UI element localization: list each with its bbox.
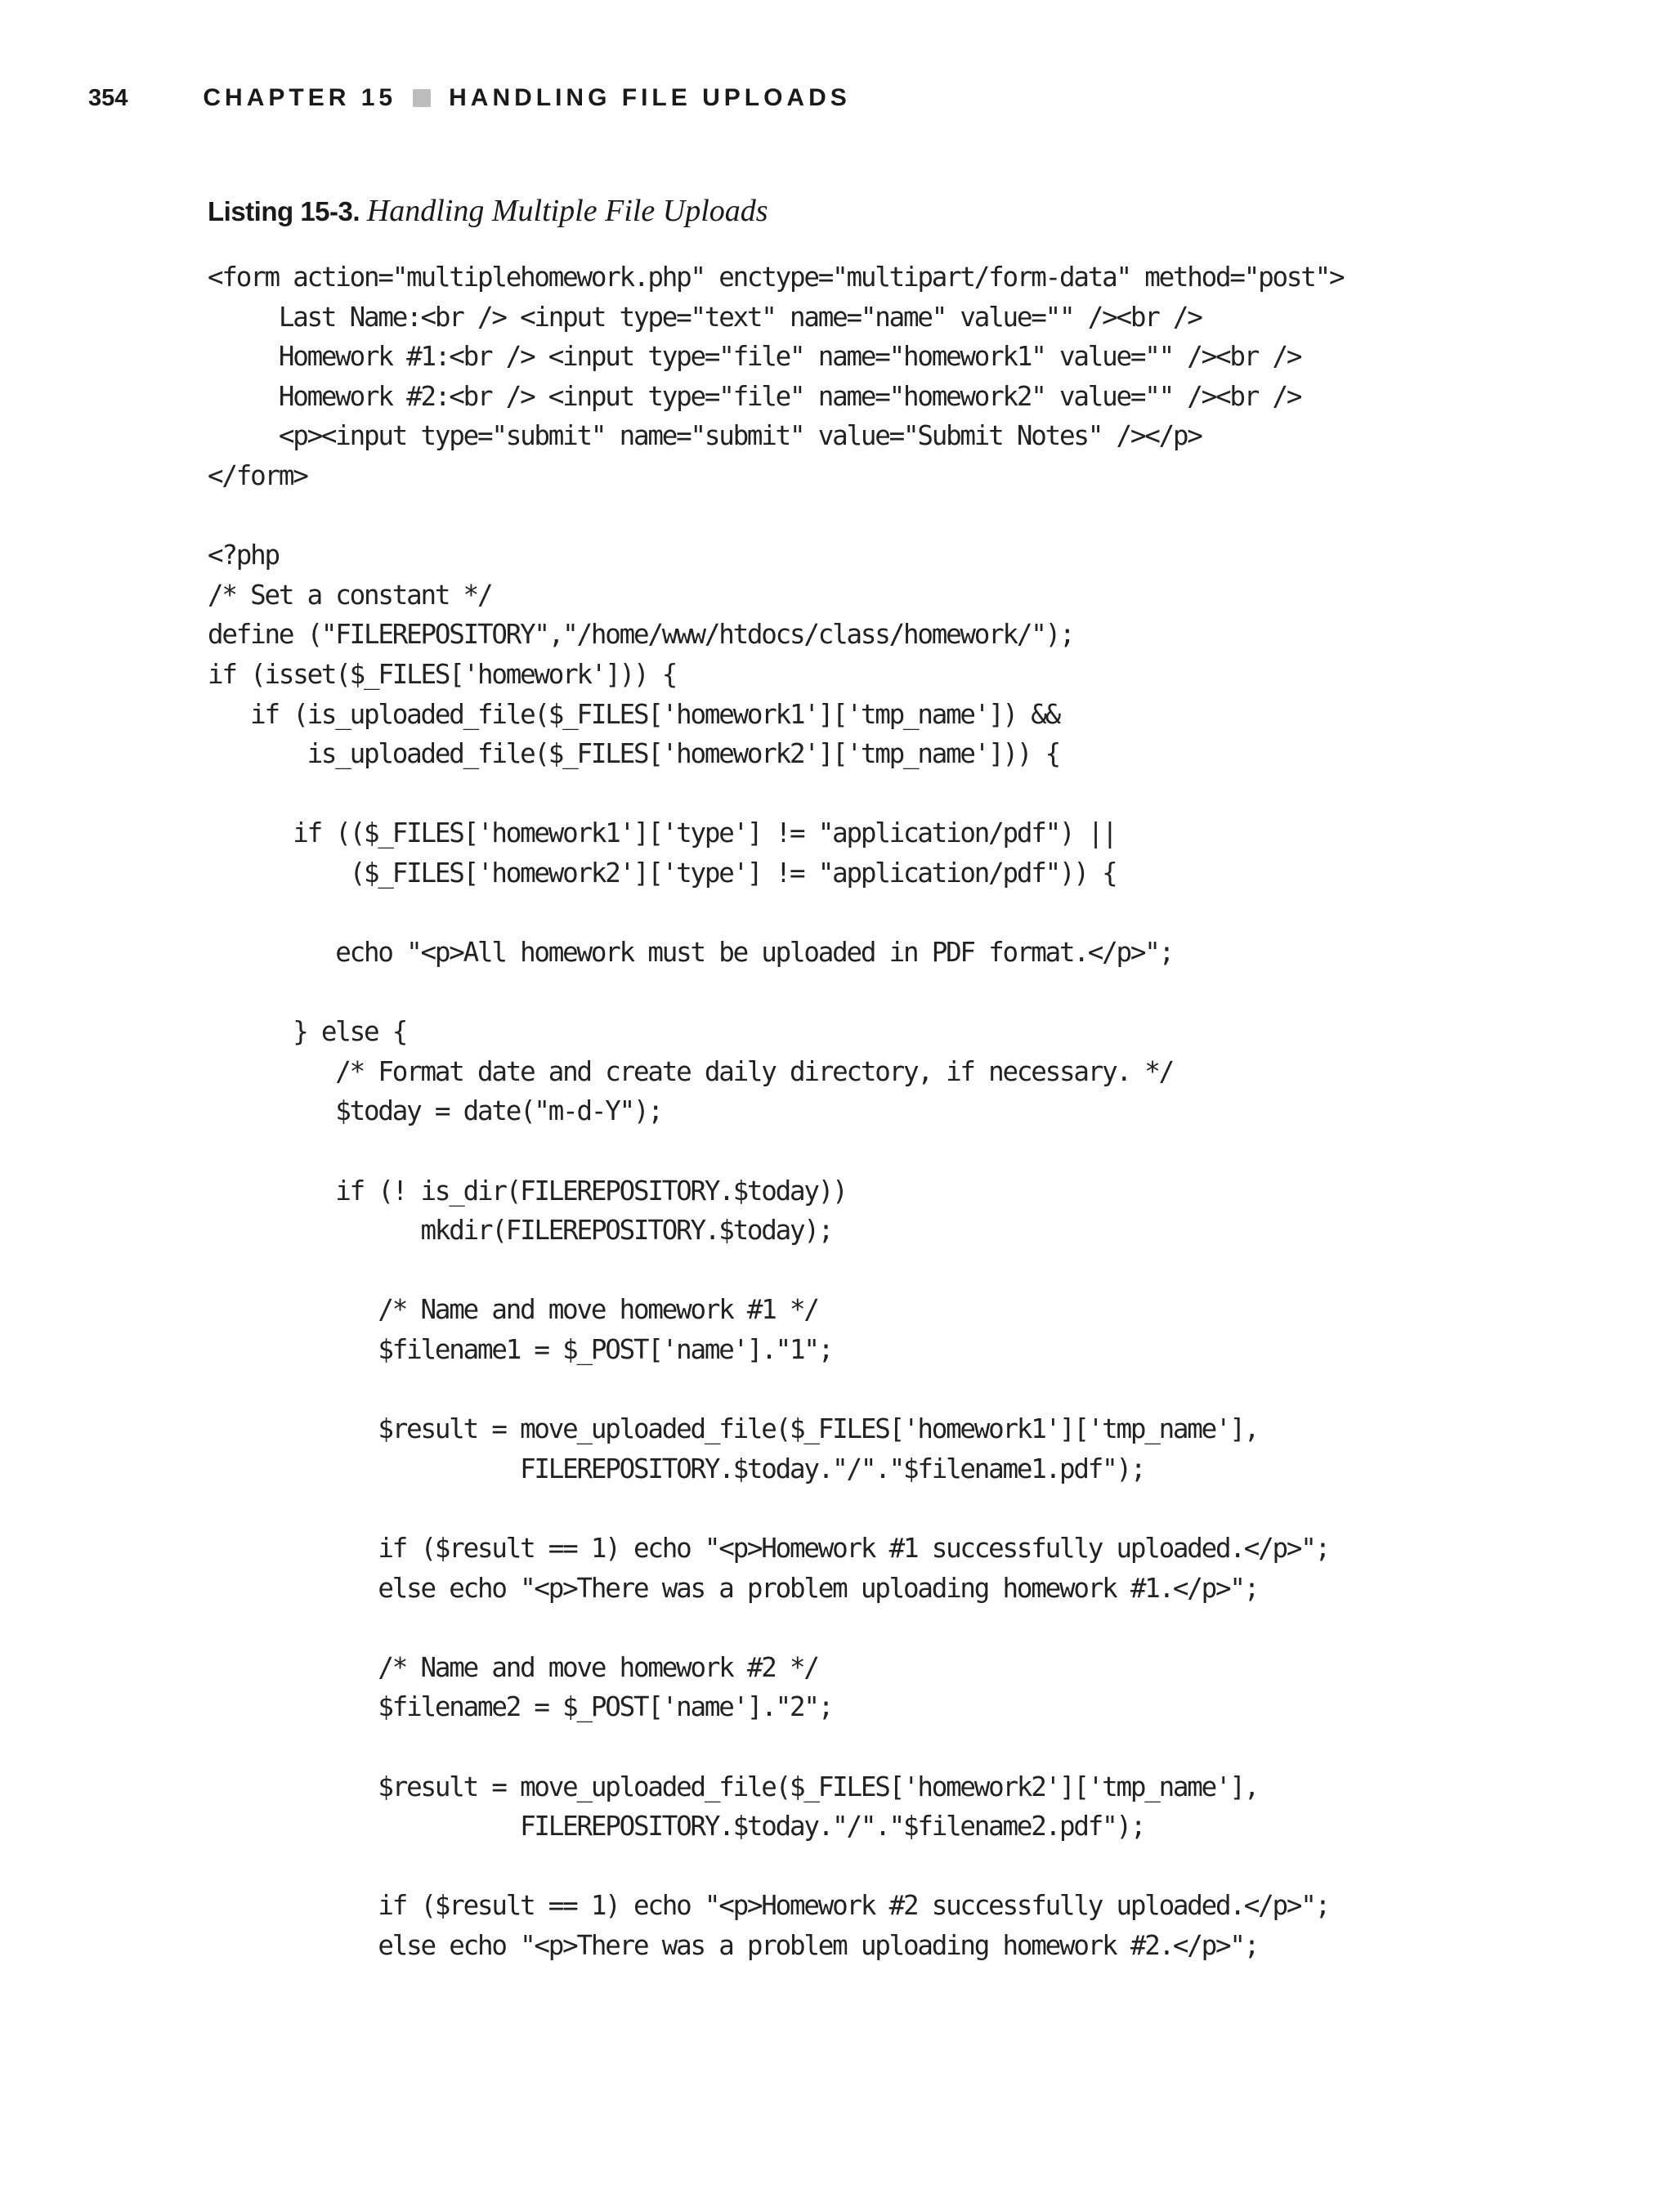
- code-line: [208, 893, 1343, 934]
- code-line: <?php: [208, 540, 279, 571]
- code-line: <form action="multiplehomework.php" enctype="multipart/form-data" method="post">: [208, 262, 1344, 293]
- code-line: <p><input type="submit" name="submit" value="Submit Notes" /></p>: [208, 420, 1202, 452]
- code-line: [208, 1251, 1343, 1291]
- code-line: Homework #2:<br /> <input type="file" name="homework2" value="" /><br />: [208, 380, 1301, 412]
- code-line: [208, 1370, 1343, 1410]
- code-line: ($_FILES['homework2']['type'] != "application/pdf")) {: [208, 857, 1117, 889]
- separator-square-icon: [413, 89, 431, 107]
- code-line: FILEREPOSITORY.$today."/"."$filename2.pdf");: [208, 1811, 1145, 1843]
- code-line: [208, 1489, 1343, 1529]
- code-line: else echo "<p>There was a problem uploading homework #2.</p>";: [208, 1929, 1259, 1961]
- code-line: [208, 774, 1343, 814]
- code-line: define ("FILEREPOSITORY","/home/www/htdocs/class/homework/");: [208, 619, 1074, 651]
- code-line: Homework #1:<br /> <input type="file" name="homework1" value="" /><br />: [208, 341, 1301, 373]
- code-line: if (! is_dir(FILEREPOSITORY.$today)): [208, 1175, 847, 1207]
- code-line: is_uploaded_file($_FILES['homework2']['tmp_name'])) {: [208, 738, 1059, 770]
- code-line: </form>: [208, 459, 307, 491]
- code-line: mkdir(FILEREPOSITORY.$today);: [208, 1215, 833, 1247]
- code-line: if (isset($_FILES['homework'])) {: [208, 658, 677, 690]
- code-line: [208, 1727, 1343, 1767]
- code-listing: [208, 257, 1343, 1966]
- code-line: echo "<p>All homework must be uploaded in PDF format.</p>";: [208, 937, 1173, 969]
- code-line: /* Format date and create daily directory, if necessary. */: [208, 1055, 1173, 1087]
- code-line: /* Name and move homework #2 */: [208, 1651, 818, 1683]
- code-line: if ($result == 1) echo "<p>Homework #1 successfully uploaded.</p>";: [208, 1533, 1329, 1564]
- code-line: /* Name and move homework #1 */: [208, 1294, 818, 1326]
- listing-caption: [208, 193, 768, 230]
- chapter-label: CHAPTER 15: [203, 84, 397, 111]
- listing-label: Listing 15-3.: [208, 196, 360, 226]
- code-line: /* Set a constant */: [208, 579, 492, 611]
- code-line: if (($_FILES['homework1']['type'] != "application/pdf") ||: [208, 817, 1117, 849]
- code-line: Last Name:<br /> <input type="text" name="name" value="" /><br />: [208, 301, 1202, 333]
- code-line: else echo "<p>There was a problem uploading homework #1.</p>";: [208, 1572, 1259, 1604]
- code-line: $filename2 = $_POST['name']."2";: [208, 1691, 833, 1723]
- code-line: $result = move_uploaded_file($_FILES['homework2']['tmp_name'],: [208, 1771, 1259, 1802]
- running-head: [88, 80, 851, 116]
- chapter-title: HANDLING FILE UPLOADS: [449, 84, 851, 111]
- page-number: 354: [88, 84, 128, 111]
- code-line: if (is_uploaded_file($_FILES['homework1']['tmp_name']) &&: [208, 698, 1059, 730]
- code-line: FILEREPOSITORY.$today."/"."$filename1.pdf");: [208, 1453, 1145, 1484]
- code-line: $result = move_uploaded_file($_FILES['homework1']['tmp_name'],: [208, 1413, 1259, 1445]
- code-line: [208, 973, 1343, 1013]
- code-line: [208, 1608, 1343, 1648]
- listing-title: Handling Multiple File Uploads: [366, 194, 768, 228]
- code-line: if ($result == 1) echo "<p>Homework #2 successfully uploaded.</p>";: [208, 1890, 1329, 1922]
- code-line: [208, 1847, 1343, 1887]
- code-line: [208, 1131, 1343, 1171]
- code-line: [208, 496, 1343, 536]
- code-line: $today = date("m-d-Y");: [208, 1095, 662, 1127]
- code-line: $filename1 = $_POST['name']."1";: [208, 1334, 833, 1366]
- code-line: } else {: [208, 1016, 407, 1048]
